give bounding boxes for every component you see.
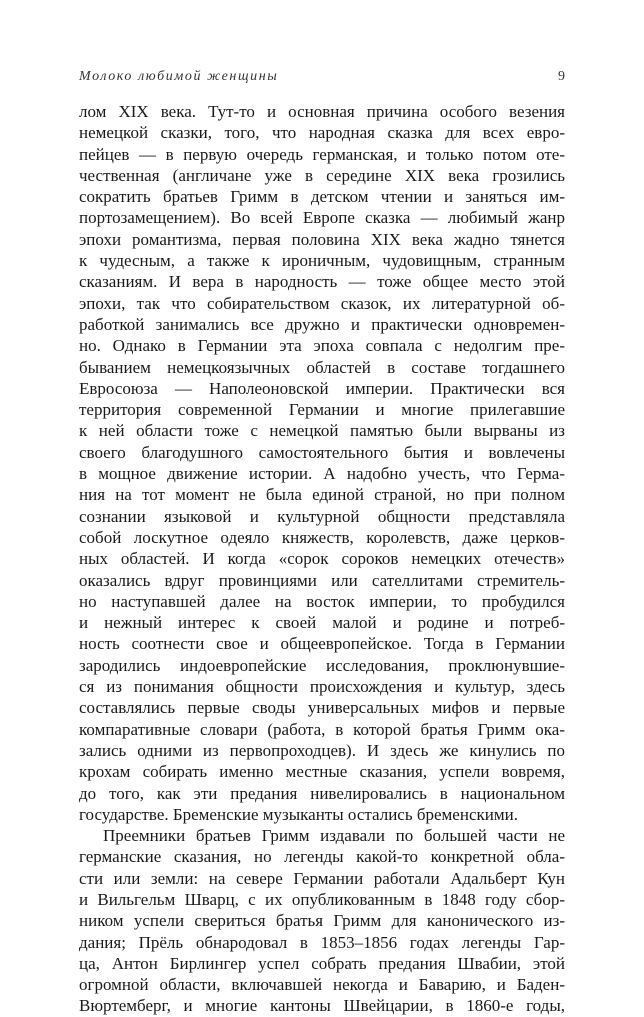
text-line: своего благодушного самостоятельного бытия и вовлечены — [79, 442, 565, 462]
text-line: пейцев — в первую очередь германская, и только потом оте- — [79, 144, 565, 164]
text-line: но. Однако в Германии эта эпоха совпала с недолгим пре- — [79, 336, 565, 356]
text-line: в мощное движение истории. А надобно учесть, что Герма- — [79, 464, 565, 484]
text-line: немецкой сказки, того, что народная сказка для всех евро- — [79, 123, 565, 143]
paragraph-2 — [79, 825, 565, 1017]
page-number: 9 — [558, 69, 565, 84]
text-line: портозамещением). Во всей Европе сказка — любимый жанр — [79, 208, 565, 228]
text-line: к чудесным, а также к ироничным, чудовищным, странным — [79, 251, 565, 271]
text-line: эпохи романтизма, первая половина XIX века жадно тянется — [79, 229, 565, 249]
running-title: Молоко любимой женщины — [79, 69, 279, 84]
body-text — [79, 101, 565, 1017]
text-line: быванием немецкоязычных областей в составе тогдашнего — [79, 357, 565, 377]
text-line: работкой занимались все дружно и практически одновремен- — [79, 314, 565, 334]
text-line: оказались вдруг провинциями или сателлитами стремитель- — [79, 570, 565, 590]
page-header — [79, 69, 565, 89]
text-line: до того, как эти предания нивелировались в национальном — [79, 783, 565, 803]
text-line: ником успели свериться братья Гримм для канонического из- — [79, 911, 565, 931]
text-line: составлялись первые своды универсальных мифов и первые — [79, 698, 565, 718]
text-line: чественная (англичане уже в середине XIX века грозились — [79, 165, 565, 185]
text-line: германские сказания, но легенды какой-то конкретной обла- — [79, 847, 565, 867]
text-line: и нежный интерес к своей малой и родине и потреб- — [79, 613, 565, 633]
text-line: ния на тот момент не была единой страной, но при полном — [79, 485, 565, 505]
text-line: сказаниям. И вера в народность — тоже общее место этой — [79, 272, 565, 292]
text-line: сознании языковой и культурной общности представляла — [79, 506, 565, 526]
text-line: сти или земли: на севере Германии работали Адальберт Кун — [79, 868, 565, 888]
text-line: ность соотнести свое и общеевропейское. Тогда в Германии — [79, 634, 565, 654]
text-line: сократить братьев Гримм в детском чтении и заняться им- — [79, 187, 565, 207]
text-line: Евросоюза — Наполеоновской империи. Практически вся — [79, 378, 565, 398]
text-line: территория современной Германии и многие прилегавшие — [79, 400, 565, 420]
text-line: к ней области тоже с немецкой памятью были вырваны из — [79, 421, 565, 441]
text-line: государстве. Бременские музыканты остались бременскими. — [79, 804, 518, 824]
text-line: эпохи, так что собирательством сказок, их литературной об- — [79, 293, 565, 313]
text-line: лом XIX века. Тут-то и основная причина особого везения — [79, 102, 565, 121]
text-line: зародились индоевропейские исследования, проклюнувшие- — [79, 655, 565, 675]
text-line: зались одними из первопроходцев). И здесь же кинулись по — [79, 740, 565, 760]
text-line: но наступавшей далее на восток империи, то пробудился — [79, 591, 565, 611]
text-line: огромной области, включавшей некогда и Баварию, и Баден- — [79, 975, 565, 995]
text-line: ных областей. И когда «сорок сороков немецких отечеств» — [79, 549, 565, 569]
text-line: дания; Прёль обнародовал в 1853–1856 годах легенды Гар- — [79, 932, 565, 952]
paragraph-1 — [79, 101, 565, 825]
text-line: Преемники братьев Гримм издавали по большей части не — [103, 826, 565, 846]
text-line: крохам собирать именно местные сказания, успели вовремя, — [79, 762, 565, 782]
text-line: компаративные словари (работа, в которой братья Гримм ока- — [79, 719, 565, 739]
text-line: ца, Антон Бирлингер успел собрать предания Швабии, этой — [79, 953, 565, 973]
text-line: и Вильгельм Шварц, с их опубликованным в 1848 году сбор- — [79, 889, 565, 909]
text-line: Вюртемберг, и многие кантоны Швейцарии, в 1860-е годы, — [79, 996, 565, 1016]
text-line: ся из понимания общности происхождения и культур, здесь — [79, 677, 565, 697]
text-line: собой лоскутное одеяло княжеств, королевств, даже церков- — [79, 527, 565, 547]
